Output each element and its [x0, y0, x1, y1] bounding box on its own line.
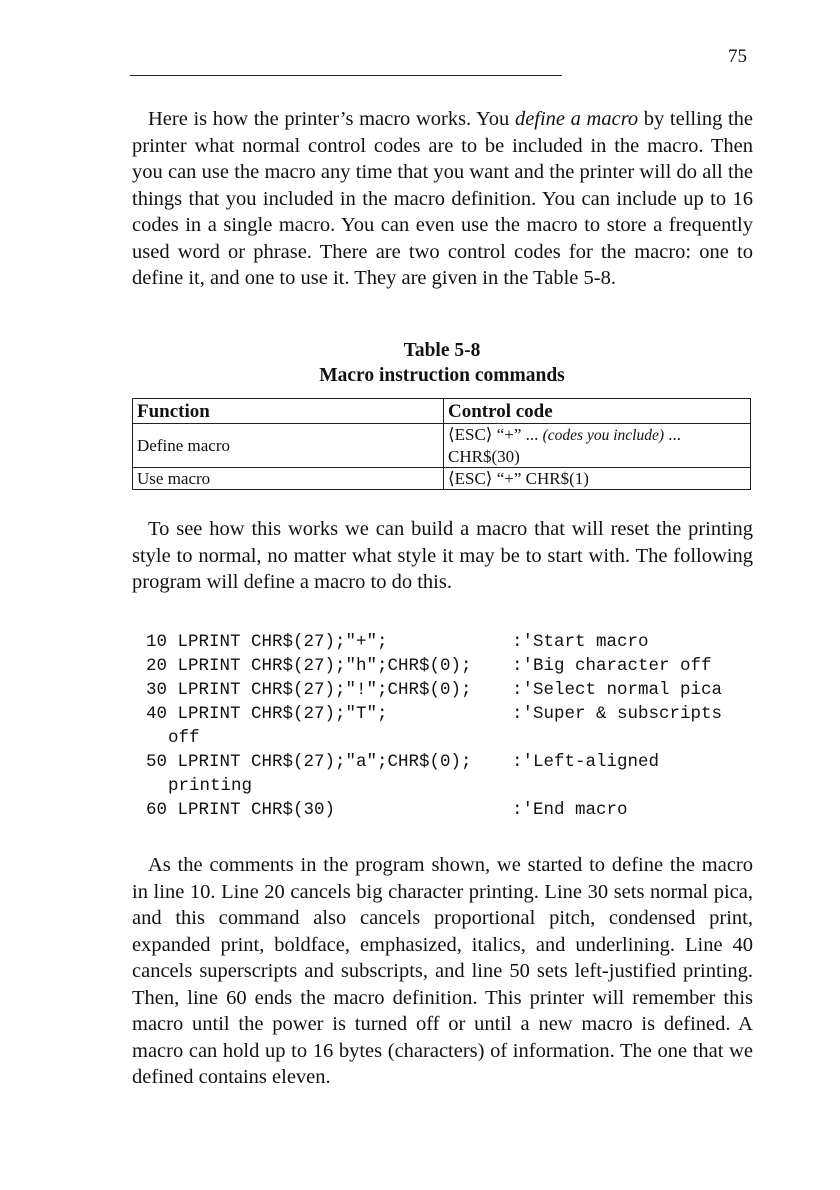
table-subtitle: Macro instruction commands — [319, 365, 565, 386]
header-rule — [130, 75, 562, 76]
program-comment: :'Big character off — [512, 656, 712, 676]
program-line — [146, 654, 766, 678]
program-continuation: off — [168, 728, 200, 748]
table-cell-function: Use macro — [133, 468, 444, 490]
intro-text-after: by telling the printer what normal control codes are to be included in the macro. Then you can use the macro any time that you want and the printer will do all the things that you included in the macro definition. You can include up to 16 codes in a single macro. You can even use the macro to store a frequently used word or phrase. There are two control codes for the macro: one to define it, and one to use it. They are given in the Table 5-8. — [132, 108, 753, 289]
program-statement: 30 LPRINT CHR$(27);"!";CHR$(0); — [146, 680, 472, 700]
summary-paragraph: As the comments in the program shown, we started to define the macro in line 10. Line 20 cancels big character printing. Line 30 sets normal pica, and this command also cancels proportional pitch, condensed print, expanded print, boldface, emphasized, italics, and underlining. Line 40 cancels superscripts and subscripts, and line 50 sets left-justified printing. Then, line 60 ends the macro definition. This printer will remember this macro until the power is turned off or until a new macro is defined. A macro can hold up to 16 bytes (characters) of information. The one that we defined contains eleven. — [132, 854, 753, 1088]
table-cell-control-code — [444, 424, 751, 468]
program-comment: :'Left-aligned — [512, 752, 660, 772]
intro-paragraph — [132, 106, 753, 292]
table-row — [133, 424, 751, 468]
intro-text-before: Here is how the printer’s macro works. You — [148, 108, 515, 130]
table-header-function: Function — [133, 399, 444, 424]
program-comment: :'Start macro — [512, 632, 649, 652]
program-line — [146, 750, 766, 774]
program-statement: 40 LPRINT CHR$(27);"T"; — [146, 704, 388, 724]
program-line — [146, 798, 766, 822]
page-number: 75 — [728, 46, 747, 67]
table-header-row — [133, 399, 751, 424]
explanation-paragraph: To see how this works we can build a macro that will reset the printing style to normal, no matter what style it may be to start with. The following program will define a macro to do this. — [132, 518, 753, 593]
program-statement: 10 LPRINT CHR$(27);"+"; — [146, 632, 388, 652]
program-line — [146, 702, 766, 726]
program-statement: 50 LPRINT CHR$(27);"a";CHR$(0); — [146, 752, 472, 772]
code-italic: (codes you include) — [542, 427, 664, 444]
program-comment: :'End macro — [512, 800, 628, 820]
intro-emphasis: define a macro — [514, 108, 639, 130]
program-line — [146, 678, 766, 702]
table-cell-control-code: ⟨ESC⟩ “+” CHR$(1) — [444, 468, 751, 490]
program-listing — [146, 630, 766, 822]
program-comment: :'Super & subscripts — [512, 704, 723, 724]
program-statement: 20 LPRINT CHR$(27);"h";CHR$(0); — [146, 656, 472, 676]
code-suffix: ... — [664, 425, 681, 444]
code-line-2: CHR$(30) — [448, 447, 520, 466]
table-cell-function: Define macro — [133, 424, 444, 468]
table-row — [133, 468, 751, 490]
program-continuation: printing — [168, 776, 253, 796]
program-statement: 60 LPRINT CHR$(30) — [146, 800, 336, 820]
program-line — [146, 630, 766, 654]
program-comment: :'Select normal pica — [512, 680, 723, 700]
table-title: Table 5-8 — [403, 340, 481, 361]
macro-commands-table — [132, 398, 751, 490]
code-prefix: ⟨ESC⟩ “+” ... — [448, 425, 543, 444]
table-header-control-code: Control code — [444, 399, 751, 424]
